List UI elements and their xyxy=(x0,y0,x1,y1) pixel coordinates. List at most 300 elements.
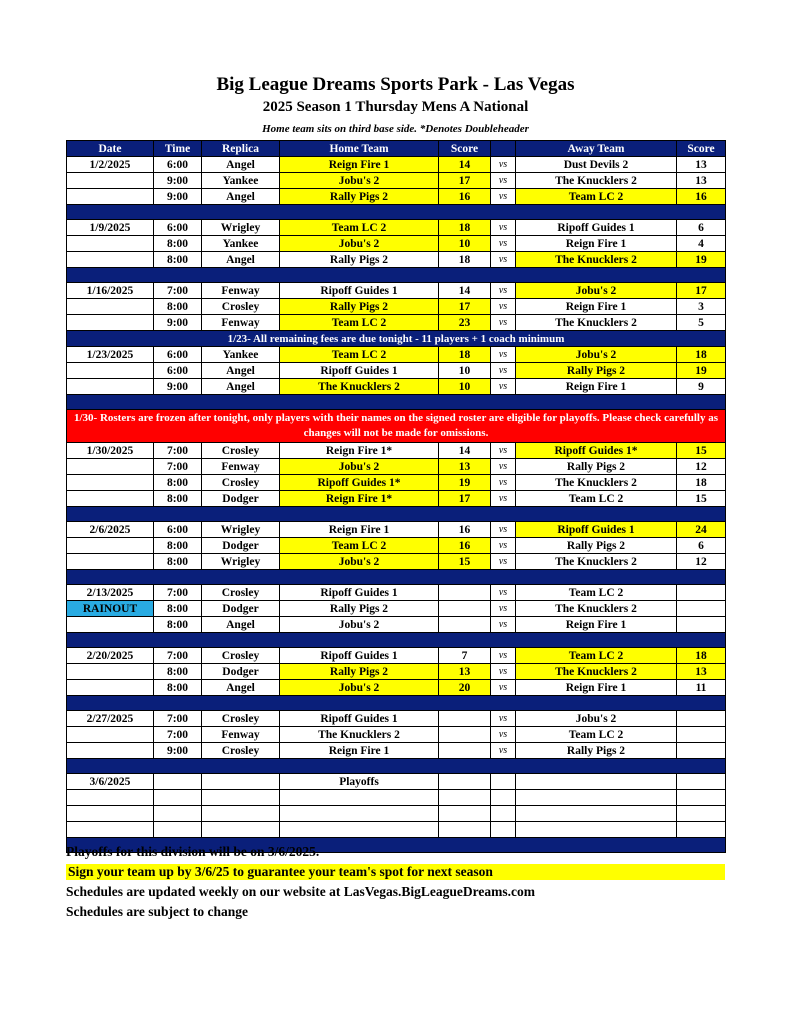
away-score-cell: 12 xyxy=(677,554,726,570)
time-cell: 7:00 xyxy=(154,443,202,459)
vs-cell: vs xyxy=(491,220,516,236)
away-team-cell: The Knucklers 2 xyxy=(516,315,677,331)
replica-cell: Dodger xyxy=(202,538,280,554)
away-team-cell: The Knucklers 2 xyxy=(516,554,677,570)
away-score-cell: 18 xyxy=(677,347,726,363)
time-cell: 8:00 xyxy=(154,601,202,617)
table-row xyxy=(67,806,726,822)
table-row xyxy=(67,252,726,268)
table-row xyxy=(67,790,726,806)
time-cell xyxy=(154,822,202,838)
away-team-cell: Jobu's 2 xyxy=(516,347,677,363)
vs-cell: vs xyxy=(491,315,516,331)
separator-row xyxy=(67,696,726,711)
playoffs-notice: Playoffs for this division will be on 3/6/2025. xyxy=(66,844,320,859)
away-team-cell: Rally Pigs 2 xyxy=(516,538,677,554)
away-score-cell: 6 xyxy=(677,220,726,236)
fees-notice-row xyxy=(67,331,726,347)
date-cell xyxy=(67,743,154,759)
home-score-cell xyxy=(439,743,491,759)
time-cell: 7:00 xyxy=(154,711,202,727)
home-score-cell xyxy=(439,806,491,822)
away-score-cell xyxy=(677,585,726,601)
away-score-cell: 9 xyxy=(677,379,726,395)
col-header-time: Time xyxy=(154,141,202,157)
replica-cell: Crosley xyxy=(202,585,280,601)
date-cell: 2/20/2025 xyxy=(67,648,154,664)
away-team-cell: Reign Fire 1 xyxy=(516,236,677,252)
home-score-cell: 13 xyxy=(439,664,491,680)
separator-cell xyxy=(67,205,726,220)
roster-alert-text: 1/30- Rosters are frozen after tonight, only players with their names on the signed roster are eligible for playoffs. Please check carefully as changes will not be made for omissions. xyxy=(67,410,726,443)
separator-row xyxy=(67,205,726,220)
vs-cell: vs xyxy=(491,601,516,617)
away-team-cell: Jobu's 2 xyxy=(516,283,677,299)
table-row xyxy=(67,236,726,252)
away-score-cell: 13 xyxy=(677,173,726,189)
replica-cell: Crosley xyxy=(202,475,280,491)
website-notice: Schedules are updated weekly on our website at LasVegas.BigLeagueDreams.com xyxy=(66,884,536,899)
home-team-cell: Reign Fire 1* xyxy=(280,491,439,507)
time-cell: 8:00 xyxy=(154,475,202,491)
home-score-cell xyxy=(439,774,491,790)
vs-cell: vs xyxy=(491,347,516,363)
vs-cell: vs xyxy=(491,711,516,727)
replica-cell xyxy=(202,822,280,838)
away-score-cell xyxy=(677,617,726,633)
table-row xyxy=(67,743,726,759)
date-cell xyxy=(67,790,154,806)
replica-cell: Yankee xyxy=(202,347,280,363)
vs-cell: vs xyxy=(491,299,516,315)
home-score-cell: 10 xyxy=(439,363,491,379)
vs-cell: vs xyxy=(491,743,516,759)
away-team-cell xyxy=(516,790,677,806)
home-score-cell: 13 xyxy=(439,459,491,475)
replica-cell: Angel xyxy=(202,157,280,173)
date-cell xyxy=(67,315,154,331)
away-team-cell: Team LC 2 xyxy=(516,727,677,743)
away-score-cell: 19 xyxy=(677,363,726,379)
replica-cell: Crosley xyxy=(202,443,280,459)
away-team-cell: Reign Fire 1 xyxy=(516,299,677,315)
home-team-cell: Ripoff Guides 1* xyxy=(280,475,439,491)
time-cell: 9:00 xyxy=(154,743,202,759)
date-cell xyxy=(67,554,154,570)
vs-cell: vs xyxy=(491,252,516,268)
away-team-cell: Team LC 2 xyxy=(516,491,677,507)
vs-cell: vs xyxy=(491,379,516,395)
away-score-cell: 6 xyxy=(677,538,726,554)
time-cell: 8:00 xyxy=(154,491,202,507)
home-team-cell: Team LC 2 xyxy=(280,538,439,554)
col-header-away-team: Away Team xyxy=(516,141,677,157)
date-cell: 1/2/2025 xyxy=(67,157,154,173)
time-cell: 9:00 xyxy=(154,189,202,205)
home-score-cell: 17 xyxy=(439,173,491,189)
date-cell xyxy=(67,173,154,189)
vs-cell xyxy=(491,822,516,838)
home-team-cell: Jobu's 2 xyxy=(280,680,439,696)
time-cell: 8:00 xyxy=(154,538,202,554)
table-row xyxy=(67,157,726,173)
time-cell: 8:00 xyxy=(154,236,202,252)
away-score-cell: 18 xyxy=(677,475,726,491)
home-team-cell: Ripoff Guides 1 xyxy=(280,585,439,601)
home-score-cell xyxy=(439,617,491,633)
date-cell xyxy=(67,727,154,743)
replica-cell: Crosley xyxy=(202,711,280,727)
roster-alert-row xyxy=(67,410,726,443)
away-team-cell: Team LC 2 xyxy=(516,648,677,664)
replica-cell: Fenway xyxy=(202,315,280,331)
home-team-cell: Ripoff Guides 1 xyxy=(280,363,439,379)
time-cell: 6:00 xyxy=(154,157,202,173)
vs-cell xyxy=(491,806,516,822)
replica-cell: Yankee xyxy=(202,173,280,189)
home-score-cell: 17 xyxy=(439,491,491,507)
vs-cell: vs xyxy=(491,727,516,743)
separator-row xyxy=(67,570,726,585)
table-row xyxy=(67,491,726,507)
home-team-cell: Rally Pigs 2 xyxy=(280,189,439,205)
home-team-cell: Jobu's 2 xyxy=(280,554,439,570)
date-cell xyxy=(67,806,154,822)
time-cell: 6:00 xyxy=(154,347,202,363)
home-score-cell: 10 xyxy=(439,379,491,395)
home-score-cell: 14 xyxy=(439,283,491,299)
home-team-cell: Rally Pigs 2 xyxy=(280,299,439,315)
away-team-cell: Ripoff Guides 1* xyxy=(516,443,677,459)
time-cell: 9:00 xyxy=(154,315,202,331)
home-team-cell: Jobu's 2 xyxy=(280,617,439,633)
replica-cell xyxy=(202,790,280,806)
away-score-cell xyxy=(677,790,726,806)
home-team-cell: Reign Fire 1 xyxy=(280,743,439,759)
away-score-cell xyxy=(677,743,726,759)
date-cell: 3/6/2025 xyxy=(67,774,154,790)
replica-cell: Crosley xyxy=(202,648,280,664)
home-score-cell: 18 xyxy=(439,347,491,363)
table-row xyxy=(67,283,726,299)
away-score-cell xyxy=(677,806,726,822)
away-team-cell xyxy=(516,822,677,838)
away-score-cell: 18 xyxy=(677,648,726,664)
away-team-cell: Team LC 2 xyxy=(516,189,677,205)
date-cell: 2/13/2025 xyxy=(67,585,154,601)
separator-row xyxy=(67,633,726,648)
away-team-cell: The Knucklers 2 xyxy=(516,173,677,189)
date-cell xyxy=(67,664,154,680)
col-header-home-score: Score xyxy=(439,141,491,157)
home-team-cell: Ripoff Guides 1 xyxy=(280,648,439,664)
replica-cell: Yankee xyxy=(202,236,280,252)
vs-cell: vs xyxy=(491,491,516,507)
home-team-cell: Jobu's 2 xyxy=(280,236,439,252)
replica-cell: Wrigley xyxy=(202,554,280,570)
table-row xyxy=(67,774,726,790)
replica-cell: Dodger xyxy=(202,491,280,507)
table-row xyxy=(67,189,726,205)
home-score-cell: 16 xyxy=(439,189,491,205)
home-score-cell: 16 xyxy=(439,522,491,538)
schedule-note: Home team sits on third base side. *Denotes Doubleheader xyxy=(262,123,529,135)
date-cell: 1/9/2025 xyxy=(67,220,154,236)
away-score-cell: 24 xyxy=(677,522,726,538)
table-row xyxy=(67,664,726,680)
vs-cell: vs xyxy=(491,475,516,491)
date-cell: 2/6/2025 xyxy=(67,522,154,538)
home-score-cell: 16 xyxy=(439,538,491,554)
home-score-cell xyxy=(439,822,491,838)
home-team-cell: Team LC 2 xyxy=(280,347,439,363)
away-score-cell xyxy=(677,774,726,790)
time-cell: 7:00 xyxy=(154,648,202,664)
vs-cell: vs xyxy=(491,189,516,205)
time-cell: 9:00 xyxy=(154,379,202,395)
away-team-cell: Reign Fire 1 xyxy=(516,617,677,633)
replica-cell: Angel xyxy=(202,189,280,205)
separator-row xyxy=(67,395,726,410)
table-row xyxy=(67,475,726,491)
home-team-cell: Playoffs xyxy=(280,774,439,790)
separator-cell xyxy=(67,759,726,774)
separator-row xyxy=(67,268,726,283)
separator-row xyxy=(67,759,726,774)
replica-cell: Angel xyxy=(202,617,280,633)
home-score-cell: 19 xyxy=(439,475,491,491)
away-score-cell: 12 xyxy=(677,459,726,475)
home-score-cell: 23 xyxy=(439,315,491,331)
away-score-cell: 13 xyxy=(677,664,726,680)
replica-cell: Angel xyxy=(202,379,280,395)
replica-cell: Wrigley xyxy=(202,522,280,538)
vs-cell xyxy=(491,774,516,790)
page-subtitle: 2025 Season 1 Thursday Mens A National xyxy=(262,99,529,115)
replica-cell: Fenway xyxy=(202,459,280,475)
home-team-cell: Ripoff Guides 1 xyxy=(280,711,439,727)
home-score-cell xyxy=(439,727,491,743)
table-row xyxy=(67,299,726,315)
time-cell xyxy=(154,774,202,790)
date-cell xyxy=(67,617,154,633)
table-row xyxy=(67,443,726,459)
away-score-cell: 3 xyxy=(677,299,726,315)
away-score-cell: 13 xyxy=(677,157,726,173)
away-score-cell: 11 xyxy=(677,680,726,696)
home-team-cell: Ripoff Guides 1 xyxy=(280,283,439,299)
table-row xyxy=(67,379,726,395)
home-team-cell: Reign Fire 1* xyxy=(280,443,439,459)
home-team-cell: Reign Fire 1 xyxy=(280,157,439,173)
date-cell xyxy=(67,189,154,205)
schedule-body xyxy=(67,157,726,853)
vs-cell: vs xyxy=(491,363,516,379)
separator-cell xyxy=(67,268,726,283)
away-score-cell xyxy=(677,727,726,743)
fees-notice-text: 1/23- All remaining fees are due tonight - 11 players + 1 coach minimum xyxy=(67,331,726,347)
away-score-cell: 19 xyxy=(677,252,726,268)
date-cell xyxy=(67,252,154,268)
away-team-cell: Ripoff Guides 1 xyxy=(516,522,677,538)
time-cell: 8:00 xyxy=(154,554,202,570)
home-score-cell xyxy=(439,601,491,617)
time-cell: 8:00 xyxy=(154,664,202,680)
date-cell xyxy=(67,459,154,475)
home-score-cell xyxy=(439,711,491,727)
date-cell xyxy=(67,299,154,315)
vs-cell: vs xyxy=(491,459,516,475)
replica-cell: Wrigley xyxy=(202,220,280,236)
time-cell: 6:00 xyxy=(154,522,202,538)
page-title: Big League Dreams Sports Park - Las Vegas xyxy=(216,74,575,95)
away-team-cell: Rally Pigs 2 xyxy=(516,459,677,475)
vs-cell: vs xyxy=(491,648,516,664)
replica-cell: Angel xyxy=(202,252,280,268)
date-cell xyxy=(67,680,154,696)
time-cell: 8:00 xyxy=(154,252,202,268)
replica-cell: Dodger xyxy=(202,601,280,617)
home-score-cell: 18 xyxy=(439,220,491,236)
away-score-cell: 15 xyxy=(677,491,726,507)
table-row xyxy=(67,220,726,236)
home-score-cell: 15 xyxy=(439,554,491,570)
away-team-cell: The Knucklers 2 xyxy=(516,252,677,268)
time-cell: 7:00 xyxy=(154,283,202,299)
table-row xyxy=(67,711,726,727)
date-cell xyxy=(67,236,154,252)
home-team-cell: The Knucklers 2 xyxy=(280,727,439,743)
table-row xyxy=(67,459,726,475)
table-row xyxy=(67,554,726,570)
away-team-cell: The Knucklers 2 xyxy=(516,475,677,491)
vs-cell: vs xyxy=(491,680,516,696)
time-cell: 6:00 xyxy=(154,220,202,236)
home-score-cell: 18 xyxy=(439,252,491,268)
date-cell xyxy=(67,363,154,379)
time-cell: 8:00 xyxy=(154,299,202,315)
replica-cell: Fenway xyxy=(202,727,280,743)
vs-cell: vs xyxy=(491,443,516,459)
replica-cell: Angel xyxy=(202,363,280,379)
time-cell xyxy=(154,806,202,822)
signup-notice: Sign your team up by 3/6/25 to guarantee your team's spot for next season xyxy=(66,864,725,880)
table-row xyxy=(67,585,726,601)
table-row xyxy=(67,347,726,363)
home-team-cell xyxy=(280,822,439,838)
home-team-cell: Reign Fire 1 xyxy=(280,522,439,538)
away-score-cell xyxy=(677,822,726,838)
rainout-badge: RAINOUT xyxy=(67,601,154,617)
separator-cell xyxy=(67,633,726,648)
vs-cell xyxy=(491,790,516,806)
date-cell xyxy=(67,379,154,395)
time-cell: 7:00 xyxy=(154,585,202,601)
separator-cell xyxy=(67,570,726,585)
table-row xyxy=(67,601,726,617)
vs-cell: vs xyxy=(491,617,516,633)
replica-cell: Crosley xyxy=(202,743,280,759)
away-team-cell xyxy=(516,806,677,822)
vs-cell: vs xyxy=(491,585,516,601)
schedule-table xyxy=(66,140,726,853)
disclaimer-notice: Schedules are subject to change xyxy=(66,904,248,919)
replica-cell xyxy=(202,774,280,790)
time-cell: 7:00 xyxy=(154,459,202,475)
away-team-cell: Team LC 2 xyxy=(516,585,677,601)
home-team-cell: Team LC 2 xyxy=(280,315,439,331)
date-cell: 1/16/2025 xyxy=(67,283,154,299)
date-cell xyxy=(67,822,154,838)
home-team-cell: Jobu's 2 xyxy=(280,173,439,189)
table-row xyxy=(67,315,726,331)
col-header-away-score: Score xyxy=(677,141,726,157)
replica-cell xyxy=(202,806,280,822)
separator-cell xyxy=(67,696,726,711)
vs-cell: vs xyxy=(491,664,516,680)
home-score-cell: 14 xyxy=(439,157,491,173)
home-score-cell: 20 xyxy=(439,680,491,696)
col-header-vs xyxy=(491,141,516,157)
vs-cell: vs xyxy=(491,538,516,554)
away-score-cell xyxy=(677,601,726,617)
col-header-home-team: Home Team xyxy=(280,141,439,157)
time-cell: 6:00 xyxy=(154,363,202,379)
away-team-cell: Reign Fire 1 xyxy=(516,379,677,395)
away-score-cell: 16 xyxy=(677,189,726,205)
home-score-cell: 7 xyxy=(439,648,491,664)
col-header-date: Date xyxy=(67,141,154,157)
home-score-cell: 10 xyxy=(439,236,491,252)
date-cell: 2/27/2025 xyxy=(67,711,154,727)
table-row xyxy=(67,538,726,554)
away-team-cell: The Knucklers 2 xyxy=(516,664,677,680)
date-cell xyxy=(67,491,154,507)
separator-cell xyxy=(67,507,726,522)
replica-cell: Crosley xyxy=(202,299,280,315)
table-row xyxy=(67,680,726,696)
table-header-row xyxy=(67,141,726,157)
table-row xyxy=(67,617,726,633)
date-cell: 1/23/2025 xyxy=(67,347,154,363)
home-team-cell: Jobu's 2 xyxy=(280,459,439,475)
replica-cell: Dodger xyxy=(202,664,280,680)
home-score-cell xyxy=(439,585,491,601)
away-team-cell: Jobu's 2 xyxy=(516,711,677,727)
time-cell: 8:00 xyxy=(154,680,202,696)
table-row xyxy=(67,363,726,379)
home-team-cell: The Knucklers 2 xyxy=(280,379,439,395)
time-cell xyxy=(154,790,202,806)
time-cell: 9:00 xyxy=(154,173,202,189)
time-cell: 7:00 xyxy=(154,727,202,743)
away-team-cell: Dust Devils 2 xyxy=(516,157,677,173)
away-score-cell xyxy=(677,711,726,727)
home-score-cell xyxy=(439,790,491,806)
separator-cell xyxy=(67,395,726,410)
home-score-cell: 14 xyxy=(439,443,491,459)
separator-row xyxy=(67,507,726,522)
table-row xyxy=(67,822,726,838)
away-team-cell: Ripoff Guides 1 xyxy=(516,220,677,236)
home-team-cell xyxy=(280,790,439,806)
vs-cell: vs xyxy=(491,173,516,189)
home-team-cell: Rally Pigs 2 xyxy=(280,252,439,268)
away-team-cell: Reign Fire 1 xyxy=(516,680,677,696)
away-team-cell: The Knucklers 2 xyxy=(516,601,677,617)
table-row xyxy=(67,727,726,743)
date-cell xyxy=(67,475,154,491)
